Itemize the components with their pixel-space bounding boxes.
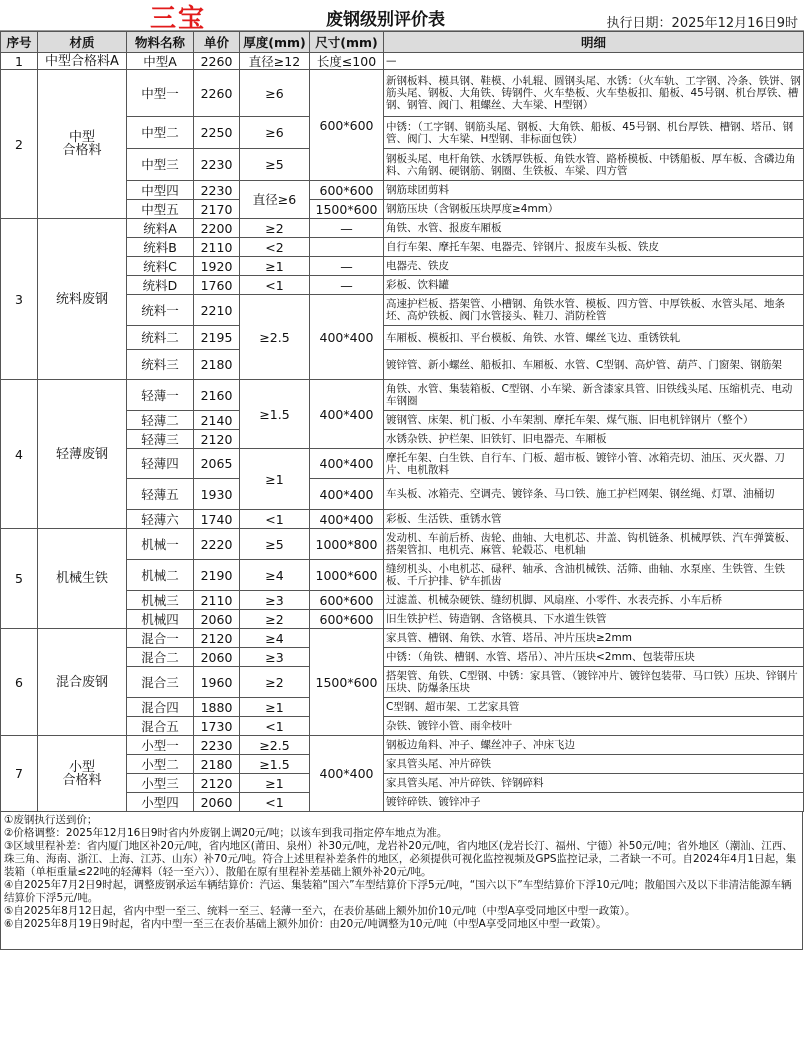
row-price: 2160 bbox=[194, 380, 240, 411]
row-item-name: 中型四 bbox=[127, 181, 194, 200]
row-thickness: 直径≥12 bbox=[240, 53, 310, 70]
row-price: 1960 bbox=[194, 667, 240, 698]
row-thickness: ≥1 bbox=[240, 698, 310, 717]
row-size: 1500*600 bbox=[310, 629, 384, 736]
row-item-name: 轻薄三 bbox=[127, 430, 194, 449]
row-size: 600*600 bbox=[310, 70, 384, 181]
row-detail: 钢筋压块（含钢板压块厚度≥4mm） bbox=[384, 200, 804, 219]
row-material: 中型合格料A bbox=[38, 53, 127, 70]
row-item-name: 小型一 bbox=[127, 736, 194, 755]
row-price: 2230 bbox=[194, 736, 240, 755]
row-detail: 过滤盖、机械杂硬铁、缝纫机脚、风扇座、小零件、水表壳拆、小车后桥 bbox=[384, 591, 804, 610]
row-thickness: ≥2 bbox=[240, 667, 310, 698]
row-price: 2210 bbox=[194, 295, 240, 326]
row-thickness: ≥4 bbox=[240, 629, 310, 648]
row-thickness: <1 bbox=[240, 276, 310, 295]
row-price: 2060 bbox=[194, 610, 240, 629]
row-item-name: 统料三 bbox=[127, 350, 194, 380]
row-price: 2110 bbox=[194, 591, 240, 610]
row-thickness: ≥1.5 bbox=[240, 380, 310, 449]
note-line: ⑥自2025年8月19日9时起，省内中型一至三在表价基础上额外加价：由20元/吨调整为10元/吨（中型A享受同地区中型一政策）。 bbox=[4, 918, 607, 930]
row-item-name: 混合二 bbox=[127, 648, 194, 667]
row-price: 2260 bbox=[194, 53, 240, 70]
row-seq: 6 bbox=[1, 629, 38, 736]
row-detail: 中锈：（工字钢、钢筋头尾、钢板、大角铁、船板、45号钢、机台厚铁、槽钢、塔吊、钢管、阀门、大车梁、H型钢、非标面包铁） bbox=[384, 117, 804, 149]
row-seq: 5 bbox=[1, 529, 38, 629]
row-price: 2230 bbox=[194, 149, 240, 181]
row-detail: 中锈：（角铁、槽钢、水管、塔吊）、冲片压块<2mm、包装带压块 bbox=[384, 648, 804, 667]
row-size: 1500*600 bbox=[310, 200, 384, 219]
notes-block bbox=[0, 812, 803, 950]
row-size bbox=[310, 238, 384, 257]
note-line: ⑤自2025年8月12日起，省内中型一至三、统料一至三、轻薄一至六，在表价基础上额外加价10元/吨（中型A享受同地区中型一政策）。 bbox=[4, 905, 636, 917]
table-row bbox=[1, 736, 804, 755]
row-seq: 1 bbox=[1, 53, 38, 70]
row-item-name: 机械三 bbox=[127, 591, 194, 610]
row-item-name: 机械四 bbox=[127, 610, 194, 629]
row-thickness: ≥1.5 bbox=[240, 755, 310, 774]
row-detail: 新钢板料、模具钢、鞋模、小轧辊、圆钢头尾、水锈：（火车轨、工字钢、冷条、铁饼、钢筋头尾、钢板、大角铁、铸钢件、火车垫板、火车垫板扣、船板、45号钢、机台厚铁、槽钢、钢管、阀门、粗螺丝、大车梁、H型钢） bbox=[384, 70, 804, 117]
row-item-name: 中型一 bbox=[127, 70, 194, 117]
row-detail: 家具管、槽钢、角铁、水管、塔吊、冲片压块≥2mm bbox=[384, 629, 804, 648]
title-row bbox=[0, 0, 804, 34]
row-detail: 钢板边角料、冲子、螺丝冲子、冲床飞边 bbox=[384, 736, 804, 755]
row-size: 600*600 bbox=[310, 591, 384, 610]
row-thickness: ≥1 bbox=[240, 774, 310, 793]
row-detail: 镀锌碎铁、镀锌冲子 bbox=[384, 793, 804, 812]
row-detail: 发动机、车前后桥、齿轮、曲轴、大电机芯、井盖、钩机链条、机械厚铁、汽车弹簧板、搭架管扣、电机壳、麻管、轮毂芯、电机轴 bbox=[384, 529, 804, 560]
row-price: 2250 bbox=[194, 117, 240, 149]
row-price: 1740 bbox=[194, 510, 240, 529]
row-item-name: 小型二 bbox=[127, 755, 194, 774]
row-size: — bbox=[310, 257, 384, 276]
row-seq: 4 bbox=[1, 380, 38, 529]
row-size: 400*400 bbox=[310, 380, 384, 449]
row-detail: 角铁、水管、报废车厢板 bbox=[384, 219, 804, 238]
row-thickness: ≥5 bbox=[240, 529, 310, 560]
row-item-name: 统料一 bbox=[127, 295, 194, 326]
row-thickness: ≥6 bbox=[240, 117, 310, 149]
row-price: 2060 bbox=[194, 648, 240, 667]
row-price: 2180 bbox=[194, 350, 240, 380]
row-item-name: 小型四 bbox=[127, 793, 194, 812]
row-price: 2120 bbox=[194, 629, 240, 648]
row-thickness: ≥3 bbox=[240, 591, 310, 610]
row-item-name: 中型五 bbox=[127, 200, 194, 219]
row-item-name: 统料A bbox=[127, 219, 194, 238]
note-line: ④自2025年7月2日9时起，调整废钢承运车辆结算价：汽运、集装箱“国六”车型结算价下浮5元/吨，“国六以下”车型结算价下浮10元/吨；散船国六及以下非清洁能源车辆结算价下浮5元/吨。 bbox=[4, 879, 792, 904]
row-size: — bbox=[310, 276, 384, 295]
row-size: 400*400 bbox=[310, 295, 384, 380]
note-line: ②价格调整：2025年12月16日9时省内外废钢上调20元/吨；以该车到我司指定停车地点为准。 bbox=[4, 827, 448, 839]
row-detail: 角铁、水管、集装箱板、C型钢、小车梁、新含漆家具管、旧铁线头尾、压缩机壳、电动车钢圈 bbox=[384, 380, 804, 411]
row-price: 2170 bbox=[194, 200, 240, 219]
row-item-name: 统料二 bbox=[127, 326, 194, 350]
table-row bbox=[1, 380, 804, 411]
row-price: 1730 bbox=[194, 717, 240, 736]
row-size: 长度≤100 bbox=[310, 53, 384, 70]
row-seq: 7 bbox=[1, 736, 38, 812]
note-line: ③区域里程补差：省内厦门地区补20元/吨，省内地区(莆田、泉州）补30元/吨，龙岩补20元/吨，省内地区(龙岩长汀、福州、宁德）补50元/吨；省外地区（潮汕、江西、珠三角、海南、浙江、上海、江苏、山东）补70元/吨。符合上述里程补差条件的地区，必须提供可视化监控视频及GPS监控记录，二者缺一不可。自2024年4月1日起，集装箱（单柜重量≤22吨的轻薄料（轻一至六））、散船在原有里程补差基础上额外补20元/吨。 bbox=[4, 840, 797, 878]
col-header: 明细 bbox=[384, 32, 804, 53]
row-detail: 镀锌管、新小螺丝、船板扣、车厢板、水管、C型钢、高炉管、葫芦、门窗架、钢筋架 bbox=[384, 350, 804, 380]
row-item-name: 统料B bbox=[127, 238, 194, 257]
row-price: 2065 bbox=[194, 449, 240, 479]
row-item-name: 统料C bbox=[127, 257, 194, 276]
row-detail: — bbox=[384, 53, 804, 70]
row-thickness: <1 bbox=[240, 793, 310, 812]
row-thickness: <2 bbox=[240, 238, 310, 257]
row-size: 1000*600 bbox=[310, 560, 384, 591]
row-material: 中型 合格料 bbox=[38, 70, 127, 219]
row-item-name: 机械二 bbox=[127, 560, 194, 591]
row-size: 400*400 bbox=[310, 736, 384, 812]
row-item-name: 中型二 bbox=[127, 117, 194, 149]
row-detail: 缝纫机头、小电机芯、碌秤、轴承、含油机械铁、活筛、曲轴、水泵座、生铁管、生铁板、千斤护排、铲车抓齿 bbox=[384, 560, 804, 591]
row-detail: 镀钢管、床架、机门板、小车架割、摩托车架、煤气瓶、旧电机锌钢片（整个） bbox=[384, 411, 804, 430]
row-detail: 钢筋球团剪料 bbox=[384, 181, 804, 200]
row-seq: 2 bbox=[1, 70, 38, 219]
row-item-name: 轻薄六 bbox=[127, 510, 194, 529]
row-price: 2120 bbox=[194, 774, 240, 793]
row-detail: 水锈杂铁、护栏架、旧铁钉、旧电器壳、车厢板 bbox=[384, 430, 804, 449]
row-size: 400*400 bbox=[310, 510, 384, 529]
effective-date: 执行日期：2025年12月16日9时 bbox=[606, 16, 798, 31]
row-item-name: 混合四 bbox=[127, 698, 194, 717]
note-line: ①废钢执行送到价； bbox=[4, 814, 98, 826]
table-row bbox=[1, 70, 804, 117]
row-seq: 3 bbox=[1, 219, 38, 380]
row-detail: 搭架管、角铁、C型钢、中锈：家具管、（镀锌冲片、镀锌包装带、马口铁）压块、锌钢片压块、防爆条压块 bbox=[384, 667, 804, 698]
row-size: — bbox=[310, 219, 384, 238]
row-price: 1930 bbox=[194, 479, 240, 510]
row-thickness: <1 bbox=[240, 510, 310, 529]
row-thickness: ≥4 bbox=[240, 560, 310, 591]
brand-logo: 三宝 bbox=[150, 4, 207, 34]
row-material: 小型 合格料 bbox=[38, 736, 127, 812]
row-material: 混合废钢 bbox=[38, 629, 127, 736]
row-price: 2230 bbox=[194, 181, 240, 200]
row-thickness: ≥5 bbox=[240, 149, 310, 181]
row-price: 2220 bbox=[194, 529, 240, 560]
row-thickness: ≥1 bbox=[240, 257, 310, 276]
row-item-name: 混合五 bbox=[127, 717, 194, 736]
table-row bbox=[1, 219, 804, 238]
row-detail: 电器壳、铁皮 bbox=[384, 257, 804, 276]
row-size: 400*400 bbox=[310, 449, 384, 479]
row-price: 2140 bbox=[194, 411, 240, 430]
row-detail: C型钢、超市架、工艺家具管 bbox=[384, 698, 804, 717]
row-detail: 摩托车架、白生铁、自行车、门板、超市板、镀锌小管、冰箱壳切、油压、灭火器、刀片、电机散料 bbox=[384, 449, 804, 479]
row-size: 600*600 bbox=[310, 181, 384, 200]
row-price: 2120 bbox=[194, 430, 240, 449]
row-detail: 高速护栏板、搭架管、小槽钢、角铁水管、模板、四方管、中厚铁板、水管头尾、地条坯、高炉铁板、阀门水管接头、鞋刀、消防栓管 bbox=[384, 295, 804, 326]
row-item-name: 混合一 bbox=[127, 629, 194, 648]
row-price: 2060 bbox=[194, 793, 240, 812]
row-thickness: ≥2 bbox=[240, 610, 310, 629]
row-item-name: 轻薄四 bbox=[127, 449, 194, 479]
row-item-name: 轻薄五 bbox=[127, 479, 194, 510]
row-detail: 家具管头尾、冲片碎铁 bbox=[384, 755, 804, 774]
row-material: 统料废钢 bbox=[38, 219, 127, 380]
row-thickness: 直径≥6 bbox=[240, 181, 310, 219]
table-row bbox=[1, 53, 804, 70]
row-price: 1880 bbox=[194, 698, 240, 717]
table-row bbox=[1, 529, 804, 560]
row-item-name: 中型三 bbox=[127, 149, 194, 181]
row-detail: 彩板、饮料罐 bbox=[384, 276, 804, 295]
row-price: 2110 bbox=[194, 238, 240, 257]
row-detail: 车厢板、模板扣、平台模板、角铁、水管、螺丝飞边、重锈铁轧 bbox=[384, 326, 804, 350]
row-size: 1000*800 bbox=[310, 529, 384, 560]
row-item-name: 机械一 bbox=[127, 529, 194, 560]
sheet-title: 废钢级别评价表 bbox=[326, 10, 445, 30]
header-row bbox=[1, 32, 804, 53]
row-material: 轻薄废钢 bbox=[38, 380, 127, 529]
row-price: 1920 bbox=[194, 257, 240, 276]
col-header: 尺寸(mm) bbox=[310, 32, 384, 53]
col-header: 单价 bbox=[194, 32, 240, 53]
row-item-name: 小型三 bbox=[127, 774, 194, 793]
row-item-name: 中型A bbox=[127, 53, 194, 70]
row-thickness: ≥2 bbox=[240, 219, 310, 238]
row-detail: 车头板、冰箱壳、空调壳、镀锌条、马口铁、施工护栏网架、钢丝绳、灯罩、油桶切 bbox=[384, 479, 804, 510]
row-size: 400*400 bbox=[310, 479, 384, 510]
row-price: 1760 bbox=[194, 276, 240, 295]
row-detail: 钢板头尾、电杆角铁、水锈厚铁板、角铁水管、路桥模板、中锈船板、厚车板、含磷边角料、六角钢、硬钢筋、钢圈、生铁板、车梁、四方管 bbox=[384, 149, 804, 181]
row-thickness: <1 bbox=[240, 717, 310, 736]
row-item-name: 轻薄二 bbox=[127, 411, 194, 430]
row-thickness: ≥3 bbox=[240, 648, 310, 667]
row-thickness: ≥2.5 bbox=[240, 736, 310, 755]
row-item-name: 轻薄一 bbox=[127, 380, 194, 411]
row-price: 2195 bbox=[194, 326, 240, 350]
row-detail: 杂铁、镀锌小管、雨伞枝叶 bbox=[384, 717, 804, 736]
row-detail: 旧生铁护栏、铸造钢、含铬模具、下水道生铁管 bbox=[384, 610, 804, 629]
row-material: 机械生铁 bbox=[38, 529, 127, 629]
col-header: 材质 bbox=[38, 32, 127, 53]
row-price: 2200 bbox=[194, 219, 240, 238]
row-price: 2190 bbox=[194, 560, 240, 591]
row-thickness: ≥6 bbox=[240, 70, 310, 117]
col-header: 厚度(mm) bbox=[240, 32, 310, 53]
row-detail: 家具管头尾、冲片碎铁、锌钢碎料 bbox=[384, 774, 804, 793]
row-thickness: ≥2.5 bbox=[240, 295, 310, 380]
row-item-name: 统料D bbox=[127, 276, 194, 295]
row-item-name: 混合三 bbox=[127, 667, 194, 698]
row-size: 600*600 bbox=[310, 610, 384, 629]
row-thickness: ≥1 bbox=[240, 449, 310, 510]
row-price: 2260 bbox=[194, 70, 240, 117]
row-price: 2180 bbox=[194, 755, 240, 774]
grade-table bbox=[0, 31, 804, 812]
row-detail: 彩板、生活铁、重锈水管 bbox=[384, 510, 804, 529]
row-detail: 自行车架、摩托车架、电器壳、锌钢片、报废车头板、铁皮 bbox=[384, 238, 804, 257]
col-header: 物料名称 bbox=[127, 32, 194, 53]
table-row bbox=[1, 629, 804, 648]
col-header: 序号 bbox=[1, 32, 38, 53]
